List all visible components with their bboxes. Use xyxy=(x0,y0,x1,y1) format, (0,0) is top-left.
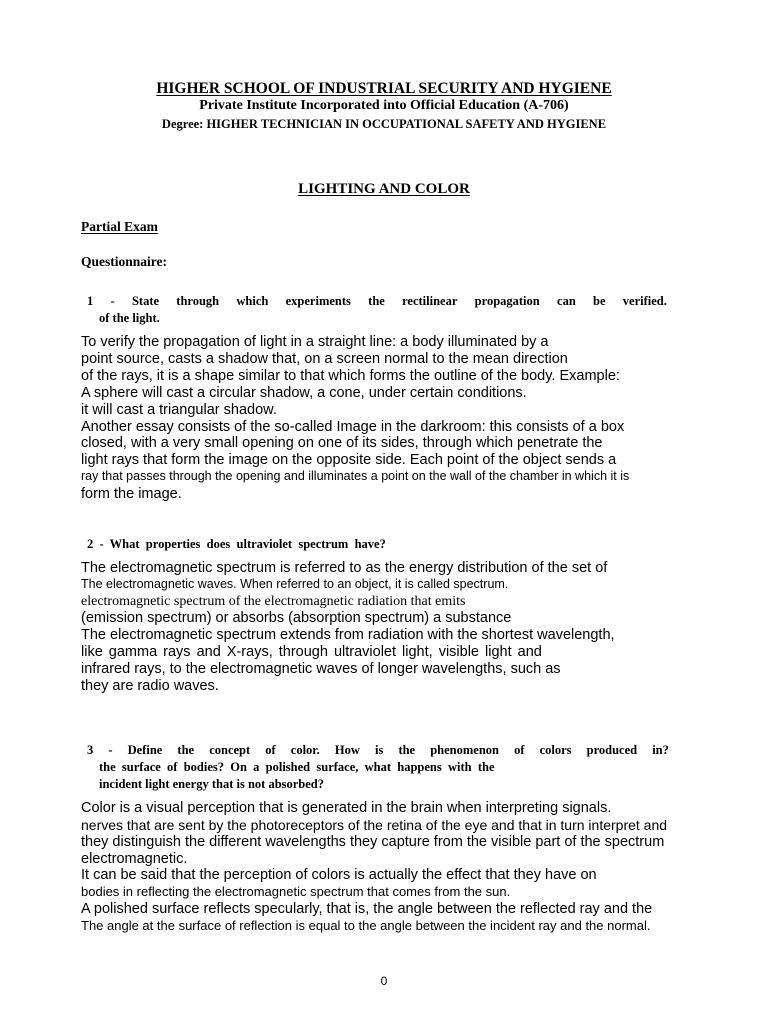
answer-2-line: (emission spectrum) or absorbs (absorption spectrum) a substance xyxy=(81,610,512,626)
answer-2-line: The electromagnetic waves. When referred to an object, it is called spectrum. xyxy=(81,577,509,591)
question-2: 2 - What properties does ultraviolet spectrum have? xyxy=(87,537,386,551)
answer-1-line: of the rays, it is a shape similar to that which forms the outline of the body. Example: xyxy=(81,368,620,384)
question-1: 1 - State through which experiments the rectilinear propagation can be verified. xyxy=(87,294,667,308)
answer-1-line: closed, with a very small opening on one of its sides, through which penetrate the xyxy=(81,435,603,451)
answer-2-line: The electromagnetic spectrum is referred to as the energy distribution of the set of xyxy=(81,560,608,576)
answer-3-line: bodies in reflecting the electromagnetic spectrum that comes from the sun. xyxy=(81,884,511,899)
answer-1-line: form the image. xyxy=(81,486,182,502)
answer-2-line: The electromagnetic spectrum extends from radiation with the shortest wavelength, xyxy=(81,627,615,643)
answer-2-line: like gamma rays and X-rays, through ultraviolet light, visible light and xyxy=(81,644,542,660)
answer-1-line: light rays that form the image on the opposite side. Each point of the object sends a xyxy=(81,452,617,468)
answer-1-line: Another essay consists of the so-called Image in the darkroom: this consists of a box xyxy=(81,419,625,435)
page-number: 0 xyxy=(380,974,388,988)
question-3: 3 - Define the concept of color. How is the phenomenon of colors produced in? xyxy=(87,743,669,757)
answer-1-line: To verify the propagation of light in a straight line: a body illuminated by a xyxy=(81,334,549,350)
answer-2-line: they are radio waves. xyxy=(81,678,219,694)
answer-3-line: It can be said that the perception of colors is actually the effect that they have on xyxy=(81,867,597,883)
answer-1-line: ray that passes through the opening and illuminates a point on the wall of the chamber in which it is xyxy=(81,469,630,483)
answer-1-line: it will cast a triangular shadow. xyxy=(81,402,277,418)
document-title: LIGHTING AND COLOR xyxy=(298,181,470,197)
answer-3-line: electromagnetic. xyxy=(81,851,188,867)
answer-3-line: they distinguish the different wavelengths they capture from the visible part of the spectrum xyxy=(81,834,665,850)
answer-1-line: A sphere will cast a circular shadow, a cone, under certain conditions. xyxy=(81,385,527,401)
school-name: HIGHER SCHOOL OF INDUSTRIAL SECURITY AND HYGIENE xyxy=(156,80,612,97)
exam-label: Partial Exam xyxy=(81,219,158,234)
degree-line: Degree: HIGHER TECHNICIAN IN OCCUPATIONAL SAFETY AND HYGIENE xyxy=(161,117,607,131)
question-1-cont: of the light. xyxy=(99,311,160,325)
question-3-cont: incident light energy that is not absorbed? xyxy=(99,777,325,791)
answer-2-line: electromagnetic spectrum of the electromagnetic radiation that emits xyxy=(81,594,466,609)
answer-3-line: Color is a visual perception that is generated in the brain when interpreting signals. xyxy=(81,800,612,816)
answer-3-line: A polished surface reflects specularly, that is, the angle between the reflected ray and the xyxy=(81,901,653,917)
answer-2-line: infrared rays, to the electromagnetic waves of longer wavelengths, such as xyxy=(81,661,561,677)
answer-1-line: point source, casts a shadow that, on a screen normal to the mean direction xyxy=(81,351,568,367)
question-3-cont: the surface of bodies? On a polished surface, what happens with the xyxy=(99,760,495,774)
answer-3-line: The angle at the surface of reflection is equal to the angle between the incident ray and the normal. xyxy=(81,918,651,933)
answer-3-line: nerves that are sent by the photoreceptors of the retina of the eye and that in turn interpret and xyxy=(81,817,668,833)
questionnaire-label: Questionnaire: xyxy=(81,254,168,269)
institute-line: Private Institute Incorporated into Official Education (A-706) xyxy=(199,98,569,113)
